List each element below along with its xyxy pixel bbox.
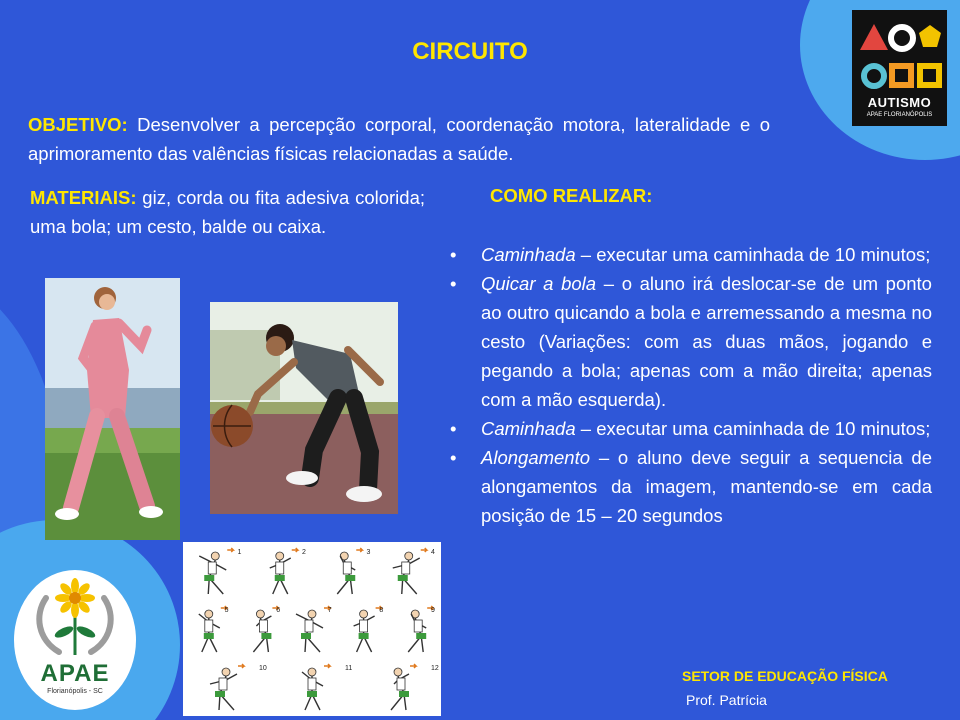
autismo-logo-title: AUTISMO [867,95,932,110]
ball-bouncing-photo [210,302,398,514]
stretch-number-label: 12 [431,665,439,672]
step-text: – o aluno irá deslocar-se de um ponto ao outro quicando a bola e arremessando a mesma no cesto (Variações: com as duas mãos, jogando e pegando a bola; apenas com a mão direita; apenas com a mão esquerda). [481,273,932,410]
bullet-icon: • [450,418,457,439]
stretch-number-label: 7 [327,607,332,614]
stretching-sequence-image [183,542,441,716]
stretch-number-label: 11 [345,665,353,672]
autismo-logo [852,10,947,126]
stretch-figure-9 [408,606,433,652]
step-name: Caminhada [481,244,576,265]
stretch-number-label: 3 [366,549,371,556]
stretch-figure-8 [354,606,382,652]
stretch-figure-5 [199,606,227,652]
stretch-number-label: 10 [259,665,267,672]
list-item [450,269,932,414]
stretch-figure-4 [393,548,427,594]
stretch-figure-6 [253,606,281,652]
apae-logo-title: APAE [40,660,110,687]
steps-list [450,240,932,530]
list-item [450,414,932,443]
setor-label: SETOR DE EDUCAÇÃO FÍSICA [682,668,888,684]
step-text: – executar uma caminhada de 10 minutos; [575,418,931,439]
materiais-text: giz, corda ou fita adesiva colorida; uma bola; um cesto, balde ou caixa. [30,187,426,237]
stretch-number-label: 4 [431,549,435,556]
slide-title: CIRCUITO [412,38,528,65]
stretch-figure-10 [210,664,244,710]
materiais-paragraph [30,183,425,241]
step-text: – executar uma caminhada de 10 minutos; [575,244,931,265]
bullet-icon: • [450,273,457,294]
autismo-logo-subtitle: APAE FLORIANÓPOLIS [866,112,933,118]
bullet-icon: • [450,447,457,468]
objetivo-paragraph [28,110,770,168]
apae-flower-hands-icon [14,570,136,662]
step-name: Caminhada [481,418,576,439]
stretch-number-label: 1 [237,549,242,556]
stretch-number-label: 5 [224,607,229,614]
apae-logo-subtitle: Florianópolis - SC [47,688,103,695]
apae-logo [14,570,136,710]
list-item [450,240,932,269]
stretch-figure-7 [296,606,330,652]
stretch-number-label: 6 [276,607,281,614]
stretch-figure-11 [302,664,330,710]
stretch-number-label: 8 [379,607,384,614]
walking-woman-photo [45,278,180,540]
step-name: Quicar a bola [481,273,597,294]
step-text: – o aluno deve seguir a sequencia de alongamentos da imagem, mantendo-se em cada posição de 15 – 20 segundos [481,447,932,526]
bullet-icon: • [450,244,457,265]
stretch-figure-1 [199,548,233,594]
stretch-number-label: 2 [302,549,306,556]
stretch-figure-2 [270,548,298,594]
list-item [450,443,932,530]
step-name: Alongamento [481,447,591,468]
como-realizar-heading: COMO REALIZAR: [490,185,653,206]
stretch-figure-3 [337,548,362,594]
materiais-label: MATERIAIS: [30,187,137,208]
prof-name: Prof. Patrícia [686,692,767,708]
objetivo-label: OBJETIVO: [28,114,128,135]
stretch-number-label: 9 [431,607,435,614]
objetivo-text: Desenvolver a percepção corporal, coordenação motora, lateralidade e o aprimoramento das valências físicas relacionadas a saúde. [28,114,770,164]
stretch-figure-12 [391,664,416,710]
